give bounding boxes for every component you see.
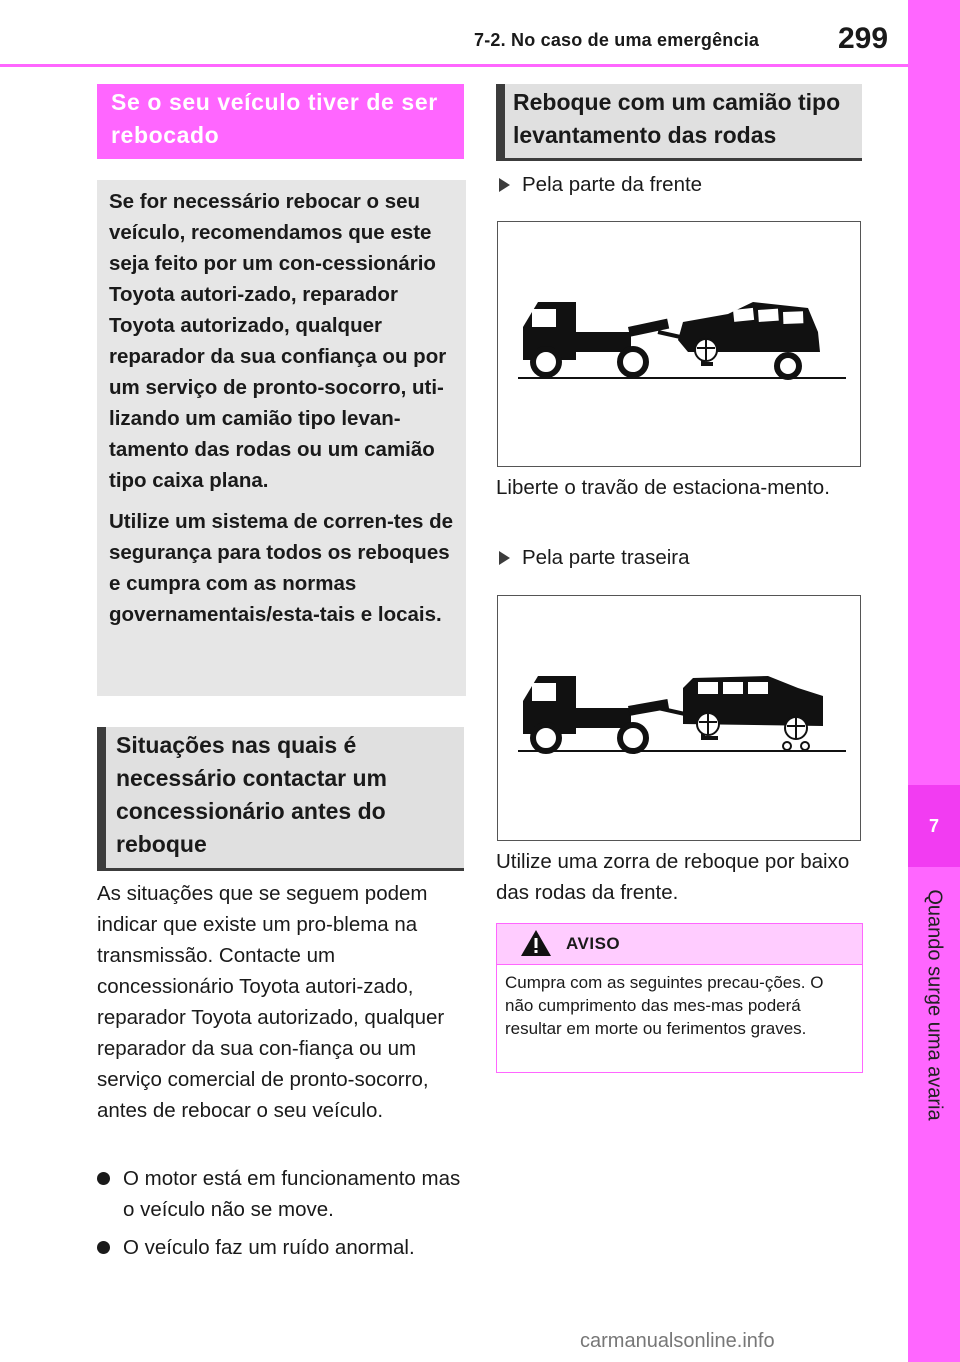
warning-label: AVISO <box>566 934 621 953</box>
bullet-text: O veículo faz um ruído anormal. <box>123 1236 415 1259</box>
intro-box <box>97 180 466 696</box>
header-rule <box>0 64 908 67</box>
rear-tow-note: Utilize uma zorra de reboque por baixo das rodas da frente. <box>496 850 850 904</box>
rear-tow-illustration <box>497 595 861 841</box>
intro-paragraph-2: Utilize um sistema de corren-tes de segurança para todos os reboques e cumpra com as normas governamentais/esta-tais e locais. <box>109 510 454 626</box>
chapter-number: 7 <box>908 785 960 867</box>
towing-heading: Se o seu veículo tiver de ser rebocado <box>97 84 464 159</box>
page-number: 299 <box>838 22 889 55</box>
chapter-side-tab <box>908 0 960 1362</box>
rear-tow-label <box>496 543 690 573</box>
bullet-item-2 <box>97 1232 467 1263</box>
watermark: carmanualsonline.info <box>580 1330 775 1352</box>
section-title: 7-2. No caso de uma emergência <box>474 30 760 50</box>
rear-tow-text: Pela parte traseira <box>522 546 690 569</box>
warning-header <box>497 924 862 965</box>
arrow-icon <box>499 551 510 565</box>
warning-box <box>496 923 863 1073</box>
situations-paragraph: As situações que se seguem podem indicar que existe um pro-blema na transmissão. Contacte um concessionário Toyota autori-zado, reparador Toyota autorizado, qualquer reparador da sua con-fiança ou um serviço comercial de pronto-socorro, antes de rebocar o seu veículo. <box>97 882 445 1122</box>
bullet-dot-icon <box>97 1172 110 1185</box>
chapter-label: Quando surge uma avaria <box>923 889 946 1121</box>
bullet-item-1 <box>97 1163 467 1225</box>
warning-triangle-icon <box>519 928 553 958</box>
intro-paragraph-1: Se for necessário rebocar o seu veículo, recomendamos que este seja feito por um con-cessionário Toyota autori-zado, reparador Toyota autorizado, qualquer reparador da sua confiança ou por um serviço de pronto-socorro, uti-lizando um camião tipo levan-tamento das rodas ou um camião tipo caixa plana. <box>109 190 447 492</box>
dealer-contact-heading: Situações nas quais é necessário contactar um concessionário antes do reboque <box>97 727 464 871</box>
bullet-text: O motor está em funcionamento mas o veículo não se move. <box>123 1167 461 1221</box>
arrow-icon <box>499 178 510 192</box>
front-tow-illustration <box>497 221 861 467</box>
front-tow-truck-icon <box>498 222 860 466</box>
front-tow-note: Liberte o travão de estaciona-mento. <box>496 476 830 499</box>
bullet-dot-icon <box>97 1241 110 1254</box>
front-tow-text: Pela parte da frente <box>522 173 703 196</box>
warning-text: Cumpra com as seguintes precau-ções. O não cumprimento das mes-mas poderá resultar em morte ou ferimentos graves. <box>505 973 824 1038</box>
front-tow-label <box>496 170 702 200</box>
rear-tow-truck-icon <box>498 596 860 840</box>
wheel-lift-heading: Reboque com um camião tipo levantamento das rodas <box>496 84 862 161</box>
